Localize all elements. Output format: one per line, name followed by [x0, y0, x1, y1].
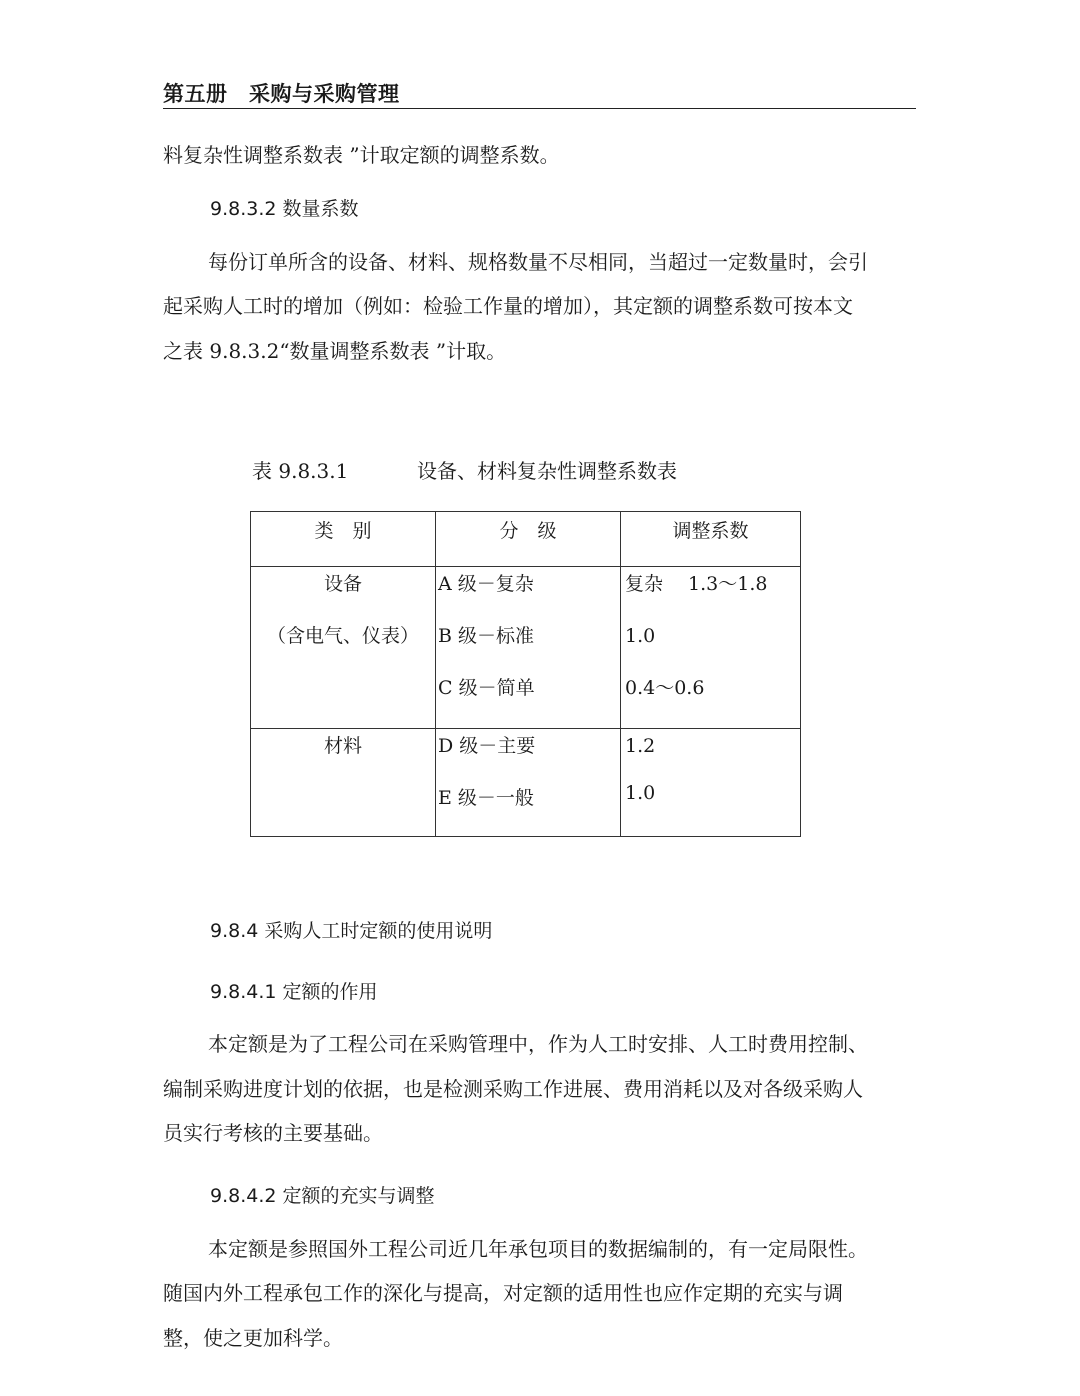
text-line: 料复杂性调整系数表 ”计取定额的调整系数。	[163, 143, 560, 167]
table-header-row	[251, 512, 801, 567]
grade-d: D 级－主要	[438, 735, 536, 757]
grades-material	[436, 729, 621, 837]
coef-d: 1.2	[625, 735, 656, 757]
coef-c: 0.4～0.6	[625, 677, 705, 699]
header-category: 类 别	[251, 512, 436, 567]
text-line: 起采购人工时的增加（例如：检验工作量的增加），其定额的调整系数可按本文	[163, 294, 853, 318]
text-line: 本定额是为了工程公司在采购管理中，作为人工时安排、人工时费用控制、	[208, 1032, 868, 1056]
table-row-equipment	[251, 567, 801, 729]
grade-a: A 级－复杂	[438, 573, 534, 595]
coef-e: 1.0	[625, 782, 656, 804]
text-line: 本定额是参照国外工程公司近几年承包项目的数据编制的，有一定局限性。	[208, 1237, 868, 1261]
header-grade: 分 级	[436, 512, 621, 567]
text-line: 员实行考核的主要基础。	[163, 1121, 383, 1145]
text-line: 随国内外工程承包工作的深化与提高，对定额的适用性也应作定期的充实与调	[163, 1281, 843, 1305]
table-title: 设备、材料复杂性调整系数表	[417, 459, 678, 483]
section-heading-9842: 9.8.4.2 定额的充实与调整	[210, 1185, 435, 1207]
page-header	[163, 78, 916, 109]
text-line: 整，使之更加科学。	[163, 1326, 343, 1350]
table-row-material	[251, 729, 801, 837]
table-number: 表 9.8.3.1	[252, 459, 349, 483]
coef-b: 1.0	[625, 625, 656, 647]
category-equipment: 设备 （含电气、仪表）	[251, 567, 436, 729]
grade-e: E 级－一般	[438, 787, 534, 809]
text-line: 之表 9.8.3.2“数量调整系数表 ”计取。	[163, 339, 507, 363]
complexity-coefficient-table	[250, 511, 801, 837]
grade-c: C 级－简单	[438, 677, 535, 699]
section-heading-9841: 9.8.4.1 定额的作用	[210, 981, 378, 1003]
table-caption	[252, 455, 677, 484]
coefs-material	[621, 729, 801, 837]
coefs-equipment	[621, 567, 801, 729]
header-coefficient: 调整系数	[621, 512, 801, 567]
section-heading-9832: 9.8.3.2 数量系数	[210, 198, 359, 220]
grades-equipment	[436, 567, 621, 729]
section-heading-984: 9.8.4 采购人工时定额的使用说明	[210, 920, 493, 942]
header-title: 第五册 采购与采购管理	[163, 82, 400, 106]
category-material: 材料	[251, 729, 436, 837]
text-line: 每份订单所含的设备、材料、规格数量不尽相同，当超过一定数量时，会引	[208, 250, 868, 274]
text-line: 编制采购进度计划的依据，也是检测采购工作进展、费用消耗以及对各级采购人	[163, 1077, 863, 1101]
coef-a: 复杂 1.3～1.8	[625, 573, 768, 595]
grade-b: B 级－标准	[438, 625, 535, 647]
